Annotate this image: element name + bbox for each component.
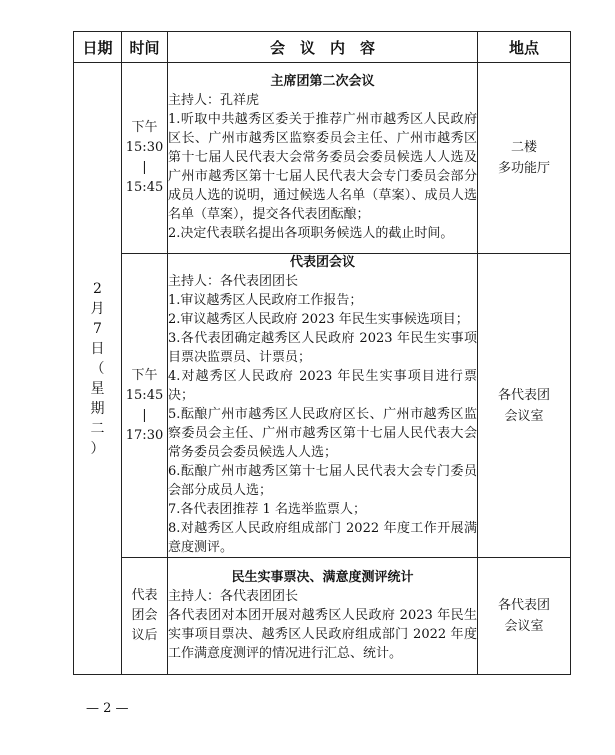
header-row xyxy=(74,32,571,63)
header-date: 日期 xyxy=(74,32,122,63)
place-line: 多功能厅 xyxy=(497,161,550,176)
header-content: 会 议 内 容 xyxy=(168,32,478,63)
session-row-3 xyxy=(74,558,571,675)
time-line: | xyxy=(142,407,147,423)
session-1-line: 1.听取中共越秀区委关于推荐广州市越秀区人民政府区长、广州市越秀区监察委员会主任、广州市越秀区第十七届人民代表大会常务委员会委员候选人人选及广州市越秀区第十七届人民代表大会专门委员会部分成员人选的说明，通过候选人名单（草案）、成员人选名单（草案），提交各代表团酝酿； xyxy=(168,112,477,222)
date-char: 星 xyxy=(90,380,105,397)
session-2-place xyxy=(478,254,571,558)
session-3-content xyxy=(168,558,478,675)
session-2-line: 6.酝酿广州市越秀区第十七届人民代表大会专门委员会部分成员人选； xyxy=(168,464,477,498)
session-3-title: 民生实事票决、满意度测评统计 xyxy=(231,570,414,585)
time-line: 下午 xyxy=(131,367,158,383)
session-2-line: 1.审议越秀区人民政府工作报告； xyxy=(168,293,363,308)
place-line: 二楼 xyxy=(510,140,537,155)
session-1-content xyxy=(168,63,478,254)
session-3-time xyxy=(122,558,168,675)
session-2-line: 主持人：各代表团团长 xyxy=(168,274,299,289)
time-line: 15:30 xyxy=(125,140,164,155)
session-3-line: 主持人：各代表团团长 xyxy=(168,589,299,604)
time-line: 议后 xyxy=(131,628,158,643)
date-cell xyxy=(74,63,122,675)
time-line: 15:45 xyxy=(125,180,164,195)
session-row-1 xyxy=(74,63,571,254)
time-line: | xyxy=(142,160,147,175)
date-char: 月 xyxy=(90,300,105,317)
page-number: — 2 — xyxy=(86,701,129,716)
session-2-line: 2.审议越秀区人民政府 2023 年民生实事候选项目； xyxy=(168,312,469,327)
header-place: 地点 xyxy=(478,32,571,63)
time-line: 17:30 xyxy=(125,427,164,443)
date-char: （ xyxy=(90,360,105,377)
session-2-time xyxy=(122,254,168,558)
session-1-time xyxy=(122,63,168,254)
date-char: ） xyxy=(90,440,105,457)
session-1-line: 主持人：孔祥虎 xyxy=(168,93,260,108)
date-char: 日 xyxy=(90,340,105,357)
time-line: 代表 xyxy=(131,588,158,603)
date-char: 二 xyxy=(90,420,105,437)
session-1-title: 主席团第二次会议 xyxy=(270,74,375,89)
place-line: 会议室 xyxy=(504,619,544,634)
session-2-line: 5.酝酿广州市越秀区人民政府区长、广州市越秀区监察委员会主任、广州市越秀区第十七届人民代表大会常务委员会委员候选人人选； xyxy=(168,407,477,460)
session-2-content xyxy=(168,254,478,558)
session-2-line: 3.各代表团确定越秀区人民政府 2023 年民生实事项目票决监票员、计票员； xyxy=(168,331,477,365)
date-char: 7 xyxy=(93,320,102,337)
session-2-line: 4.对越秀区人民政府 2023 年民生实事项目进行票决； xyxy=(168,369,477,403)
session-1-line: 2.决定代表联名提出各项职务候选人的截止时间。 xyxy=(168,226,454,241)
session-row-2 xyxy=(74,254,571,558)
header-time: 时间 xyxy=(122,32,168,63)
session-3-place xyxy=(478,558,571,675)
time-line: 团会 xyxy=(131,608,158,623)
place-line: 各代表团 xyxy=(497,387,550,403)
place-line: 各代表团 xyxy=(497,598,550,613)
session-2-title: 代表团会议 xyxy=(289,255,355,270)
session-1-place xyxy=(478,63,571,254)
time-line: 下午 xyxy=(131,120,158,135)
session-3-line: 各代表团对本团开展对越秀区人民政府 2023 年民生实事项目票决、越秀区人民政府组成部门 2022 年度工作满意度测评的情况进行汇总、统计。 xyxy=(168,608,477,661)
session-2-line: 7.各代表团推荐 1 名选举监票人； xyxy=(168,502,366,517)
place-line: 会议室 xyxy=(504,408,544,424)
date-char: 2 xyxy=(93,280,102,297)
time-line: 15:45 xyxy=(125,387,164,403)
date-char: 期 xyxy=(90,400,105,417)
agenda-table xyxy=(73,31,571,675)
session-2-line: 8.对越秀区人民政府组成部门 2022 年度工作开展满意度测评。 xyxy=(168,521,477,555)
